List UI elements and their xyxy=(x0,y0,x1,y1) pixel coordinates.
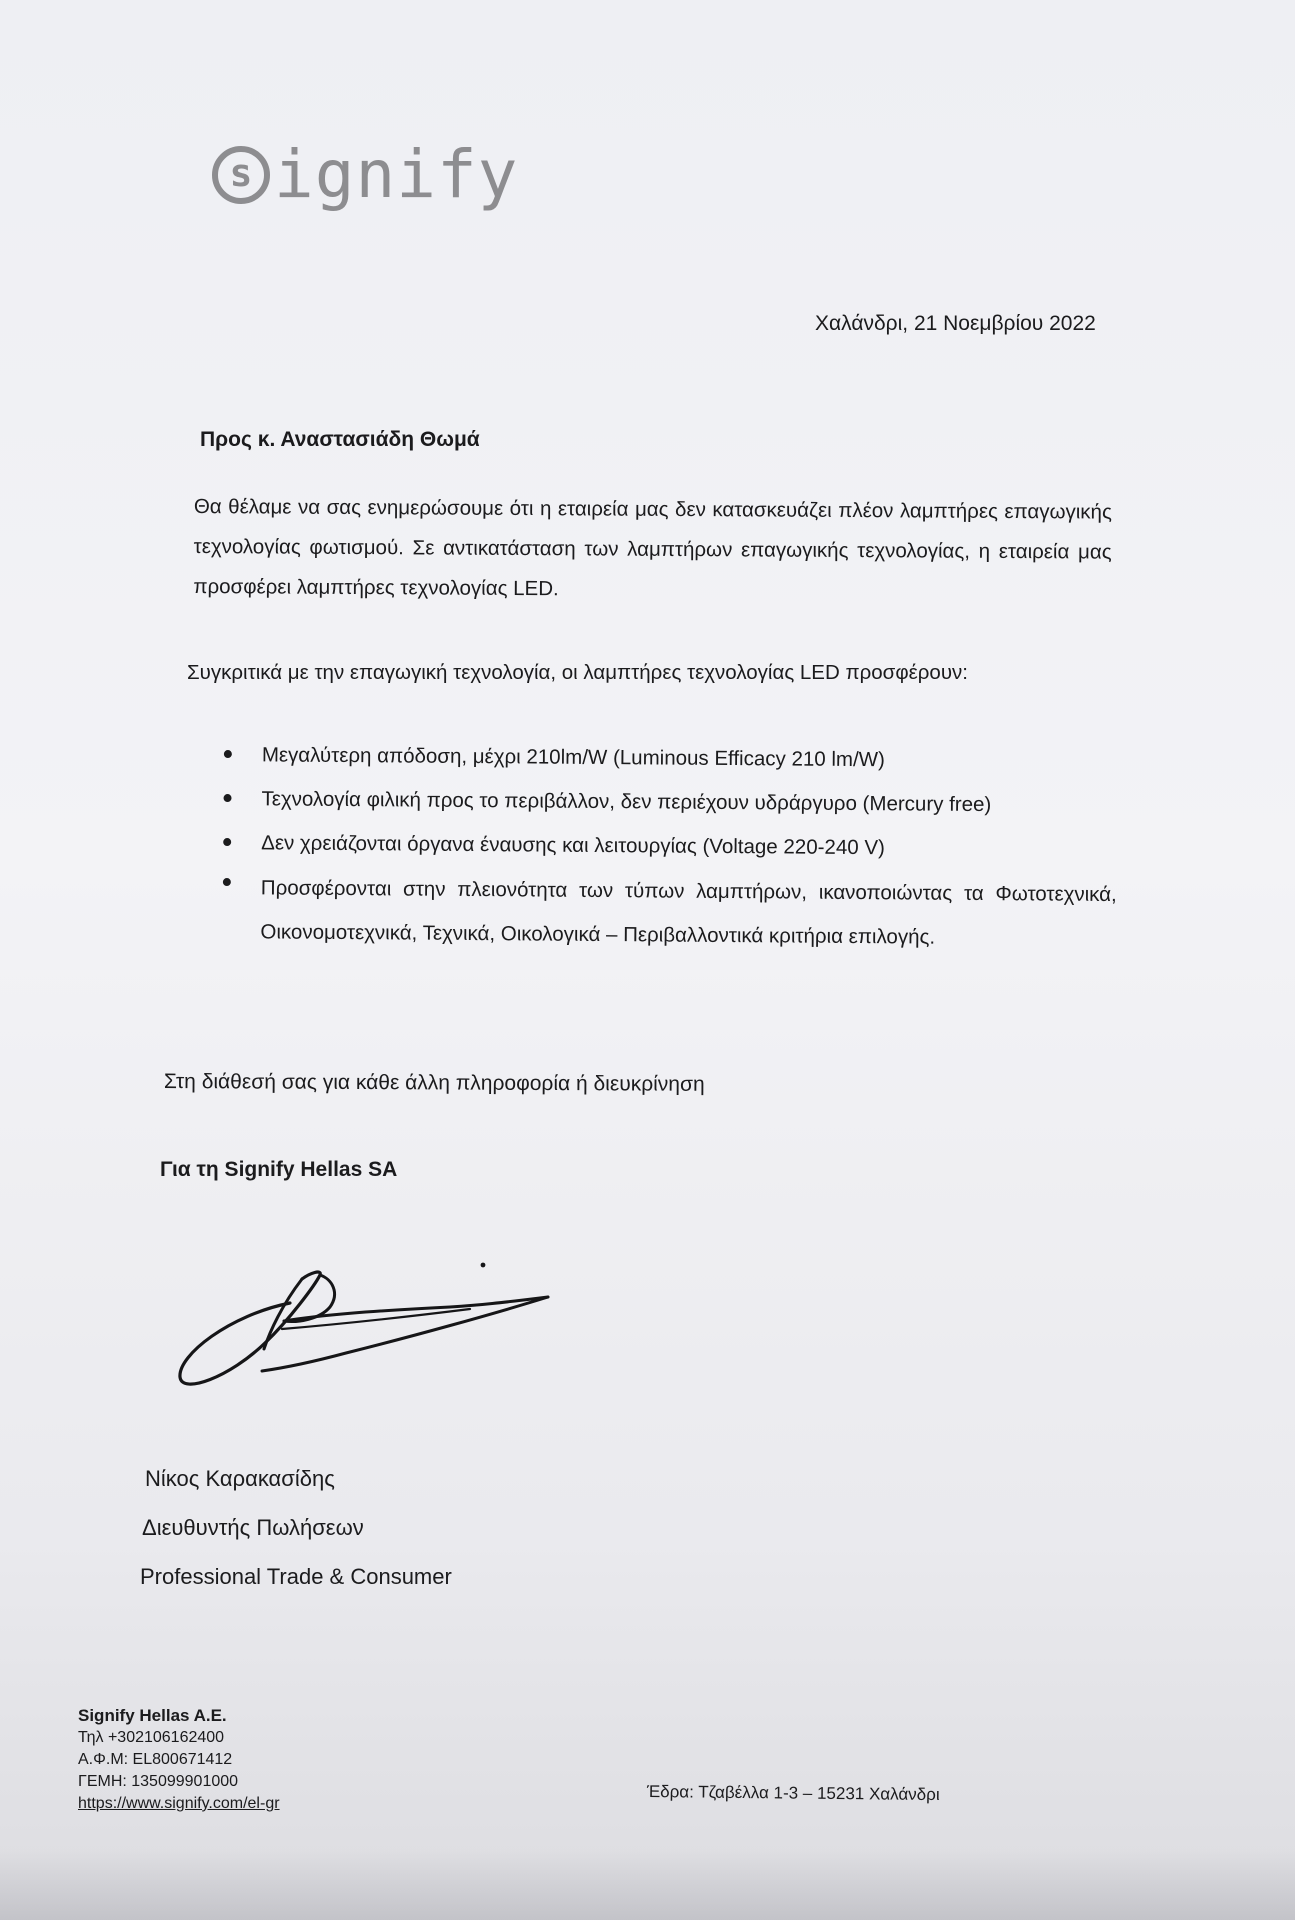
letter-closing: Στη διάθεσή σας για κάθε άλλη πληροφορία ή διευκρίνηση xyxy=(163,1070,705,1096)
footer-phone: Τηλ +302106162400 xyxy=(78,1729,225,1746)
list-item xyxy=(219,826,1117,866)
bullet-icon xyxy=(223,838,231,846)
signify-logo xyxy=(212,136,519,213)
list-item xyxy=(220,738,1118,778)
signatory-department: Professional Trade & Consumer xyxy=(140,1564,452,1589)
signatory-title: Διευθυντής Πωλήσεων xyxy=(142,1515,364,1540)
list-item-text: Τεχνολογία φιλική προς το περιβάλλον, δεν περιέχουν υδράργυρο (Mercury free) xyxy=(261,787,992,817)
bullet-icon xyxy=(223,794,231,802)
list-item-text: Προσφέρονται στην πλειονότητα των τύπων λαμπτήρων, ικανοποιώντας τα Φωτοτεχνικά, Οικονομοτεχνικά, Τεχνικά, Οικολογικά – Περιβαλλοντικά κριτήρια επιλογής. xyxy=(260,876,1117,949)
benefits-list xyxy=(218,738,1118,972)
footer-gemi: ΓΕΜΗ: 135099901000 xyxy=(78,1773,239,1790)
signify-logo-mark: s xyxy=(212,146,270,204)
footer-contact-block xyxy=(78,1705,280,1815)
bullet-icon xyxy=(224,750,232,758)
letter-paragraph: Θα θέλαμε να σας ενημερώσουμε ότι η εταιρεία μας δεν κατασκευάζει πλέον λαμπτήρες επαγωγικής τεχνολογίας φωτισμού. Σε αντικατάσταση των λαμπτήρων επαγωγικής τεχνολογίας, η εταιρεία μας προσφέρει λαμπτήρες τεχνολογίας LED. xyxy=(193,494,1112,601)
list-item-text: Μεγαλύτερη απόδοση, μέχρι 210lm/W (Luminous Efficacy 210 lm/W) xyxy=(261,743,885,772)
benefits-intro: Συγκριτικά με την επαγωγική τεχνολογία, οι λαμπτήρες τεχνολογίας LED προσφέρουν: xyxy=(187,661,968,684)
letter-date: Χαλάνδρι, 21 Νοεμβρίου 2022 xyxy=(815,312,1096,335)
list-item xyxy=(218,866,1117,961)
footer-company-seat: Έδρα: Τζαβέλλα 1-3 – 15231 Χαλάνδρι xyxy=(646,1782,940,1805)
footer-website-link[interactable]: https://www.signify.com/el-gr xyxy=(78,1795,280,1812)
handwritten-signature xyxy=(170,1245,560,1400)
company-sign-off: Για τη Signify Hellas SA xyxy=(160,1158,398,1181)
list-item-text: Δεν χρειάζονται όργανα έναυσης και λειτουργίας (Voltage 220-240 V) xyxy=(261,831,885,860)
bullet-icon xyxy=(223,878,231,886)
footer-company-name: Signify Hellas A.E. xyxy=(78,1706,227,1725)
list-item xyxy=(219,782,1117,822)
letter-salutation: Προς κ. Αναστασιάδη Θωμά xyxy=(200,428,480,451)
signify-logo-wordmark: ignify xyxy=(274,136,519,213)
signatory-name: Νίκος Καρακασίδης xyxy=(145,1466,335,1491)
page-bottom-shadow xyxy=(0,1850,1295,1920)
footer-vat: Α.Φ.Μ: EL800671412 xyxy=(78,1751,233,1768)
